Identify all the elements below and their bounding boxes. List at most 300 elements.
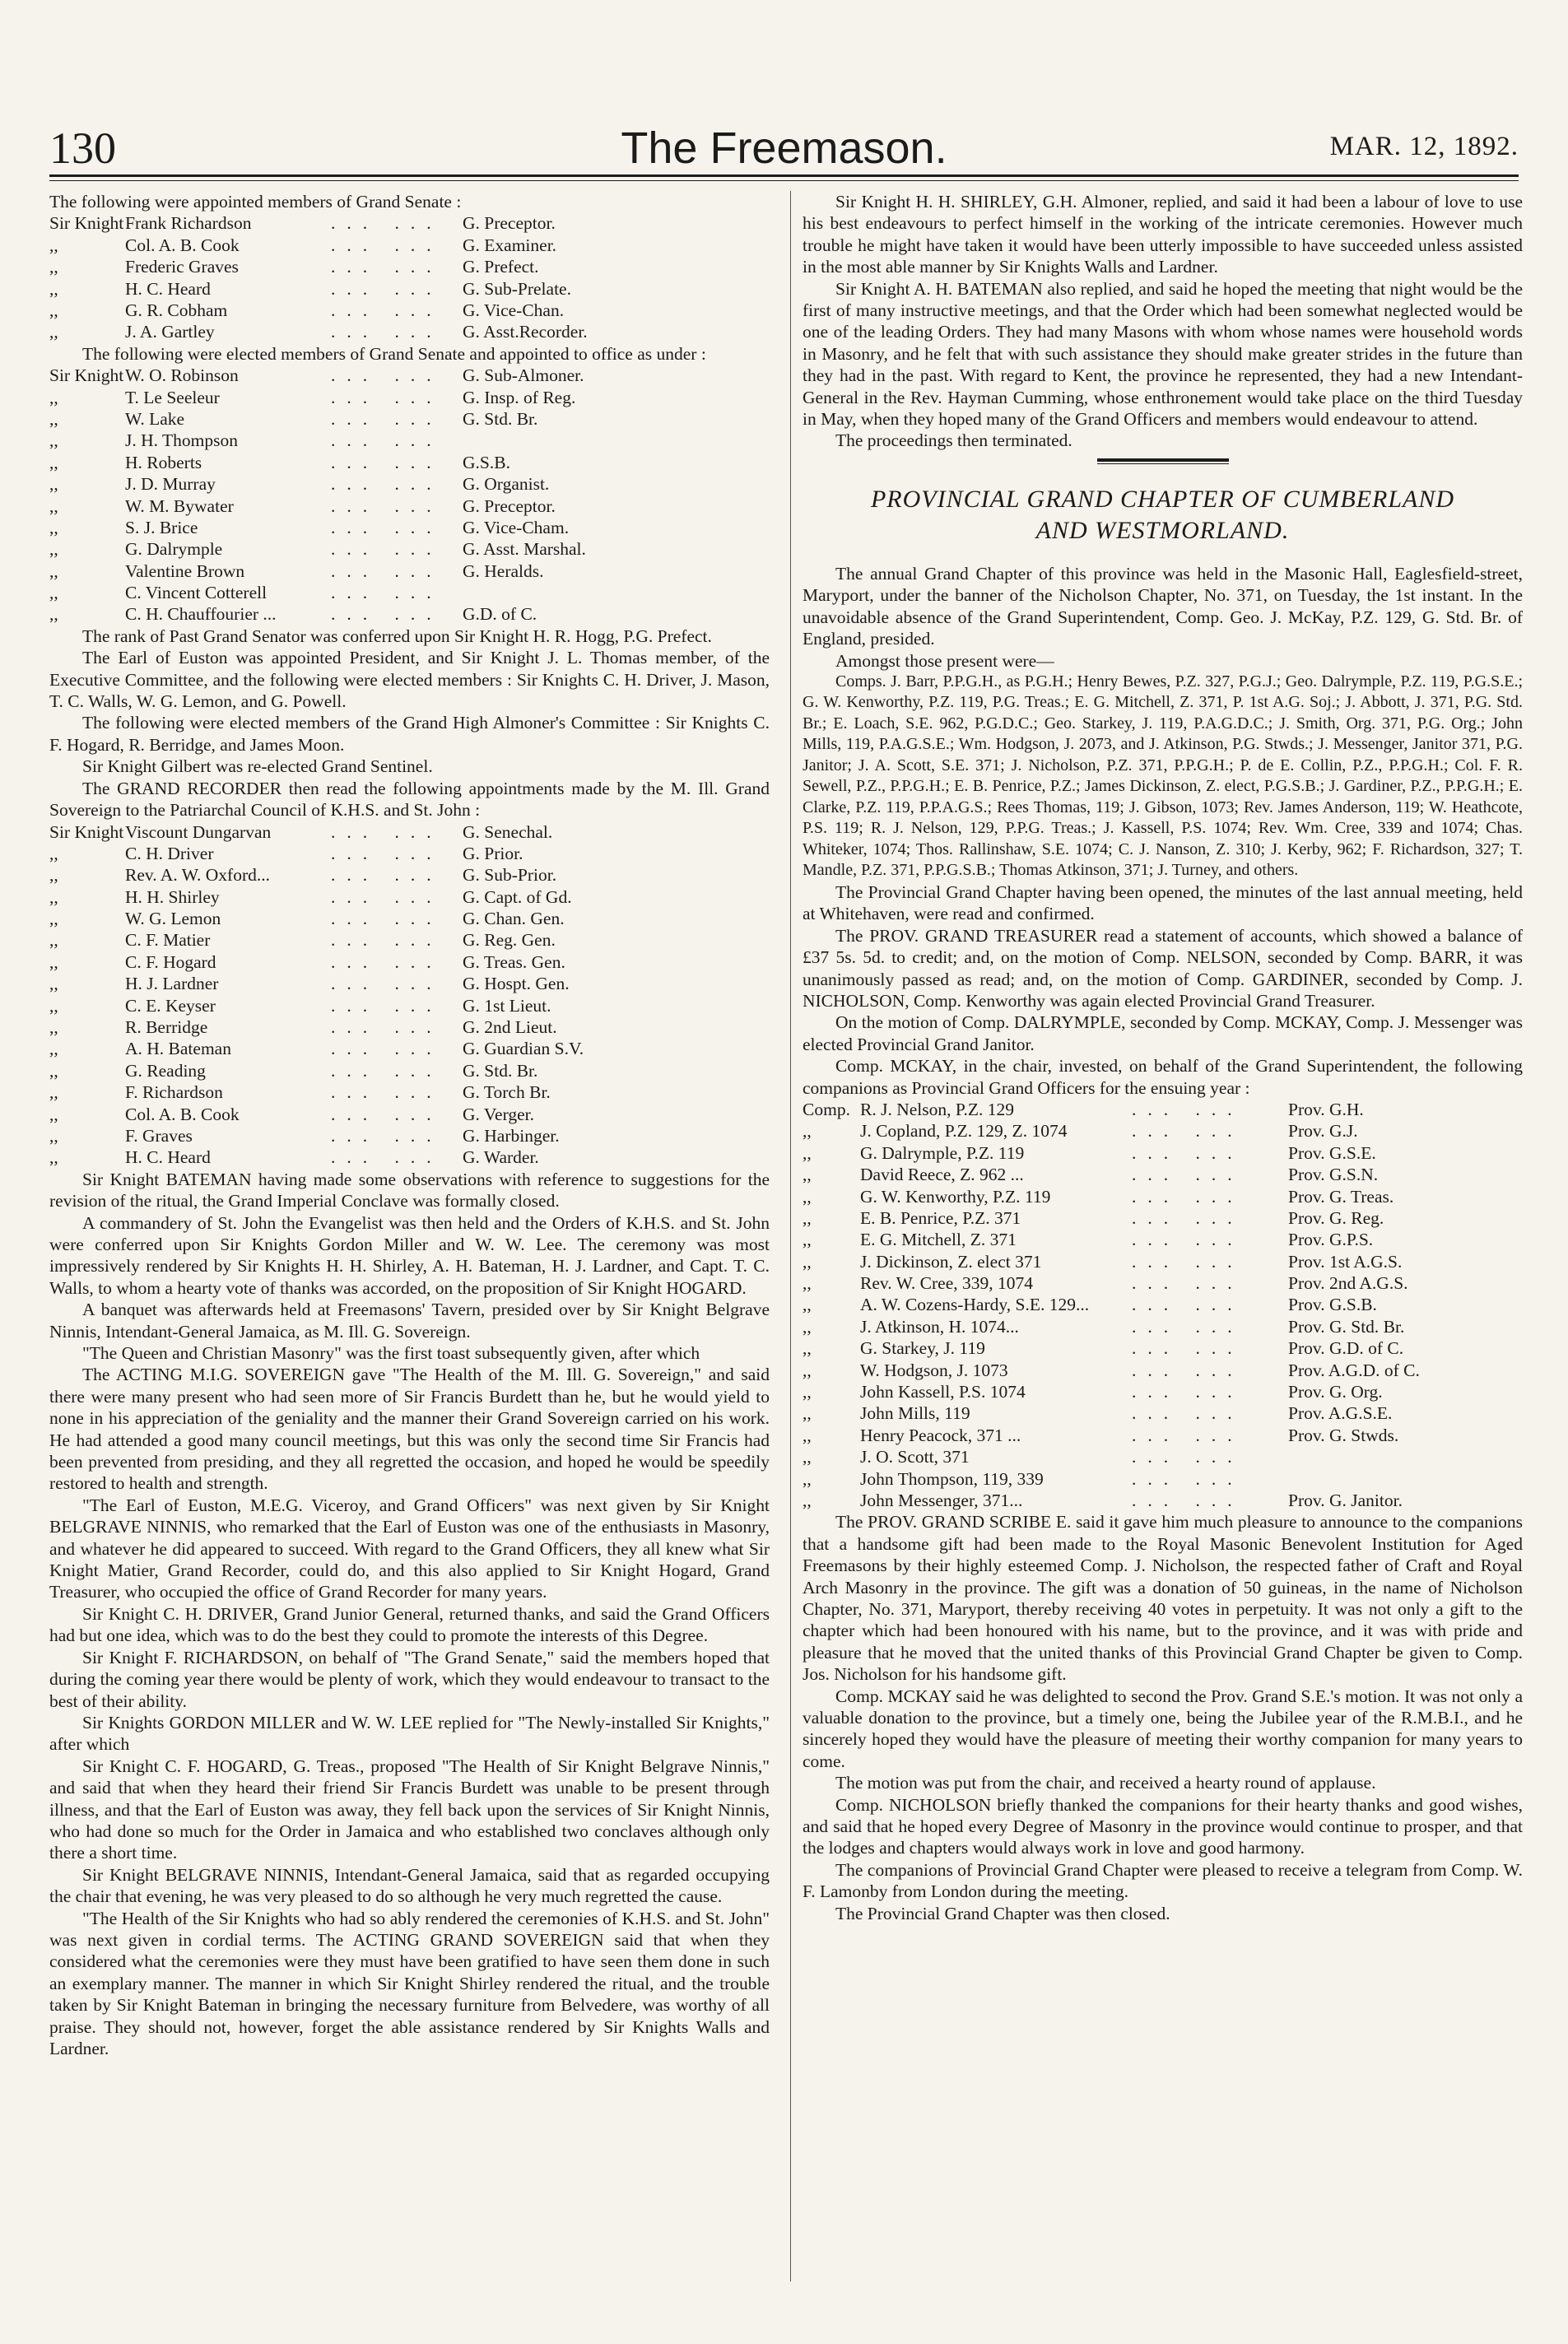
office-title: G. Harbinger. xyxy=(463,1125,560,1146)
leader-dots: ... ... xyxy=(1132,1425,1244,1445)
right-column xyxy=(803,191,1523,1924)
leader-dots: ... ... xyxy=(1132,1186,1244,1207)
member-name: G. R. Cobham xyxy=(125,300,228,320)
list-item xyxy=(803,1186,1523,1207)
paragraph: The motion was put from the chair, and received a hearty round of applause. xyxy=(835,1773,1376,1793)
list-item xyxy=(49,995,770,1016)
list-prefix: ,, xyxy=(803,1425,812,1445)
member-name: E. B. Penrice, P.Z. 371 xyxy=(860,1207,1021,1228)
member-name: J. Atkinson, H. 1074... xyxy=(860,1316,1019,1337)
office-title: G. Torch Br. xyxy=(463,1082,551,1103)
office-title: Prov. G.H. xyxy=(1288,1099,1364,1119)
list-prefix: ,, xyxy=(49,387,58,407)
office-title: G. Std. Br. xyxy=(463,408,538,429)
leader-dots: ... ... xyxy=(331,865,443,886)
paragraph: Sir Knight BATEMAN having made some observations with reference to suggestions for the revision of the ritual, the Grand Imperial Conclave was formally closed. xyxy=(49,1169,770,1212)
list-prefix: ,, xyxy=(803,1186,812,1207)
list-item xyxy=(803,1360,1523,1381)
list-item xyxy=(49,886,770,908)
paragraph: The annual Grand Chapter of this province was held in the Masonic Hall, Eaglesfield-street, Maryport, under the banner of the Nicholson Chapter, No. 371, on Tuesday, the 1st instant. In the unavoidable absence of the Grand Superintendent, Comp. Geo. J. McKay, P.Z. 129, G. Std. Br. of England, presided. xyxy=(803,563,1523,649)
list-item xyxy=(49,1081,770,1103)
office-title: Prov. 2nd A.G.S. xyxy=(1288,1273,1408,1294)
office-title: G. Chan. Gen. xyxy=(463,909,565,929)
attendance-list: Comps. J. Barr, P.P.G.H., as P.G.H.; Henry Bewes, P.Z. 327, P.G.J.; Geo. Dalrymple, P.Z. 119, P.G.S.E.; G. W. Kenworthy, P.Z. 119, P.G. Treas.; E. G. Mitchell, Z. 371, P. 1st A.G. Soj.; J. Abbott, J. 371, P.G. Std. Br.; E. Loach, S.E. 962, P.G.D.C.; Geo. Starkey, J. 119, P.A.G.D.C.; J. Smith, Org. 371, P.G. Org.; John Mills, 119, P.A.G.S.E.; Wm. Hodgson, J. 2073, and J. Atkinson, P.G. Stwds.; J. Messenger, Janitor 371, P.G. Janitor; J. A. Scott, S.E. 371; J. Nicholson, P.Z. 371, P.P.G.H.; P. de E. Collin, P.Z., P.P.G.H.; Col. F. R. Sewell, P.Z., P.P.G.H.; E. B. Penrice, P.Z.; James Dickinson, Z. elect, P.G.S.B.; J. Gardiner, P.Z., P.P.G.H.; E. Clarke, P.Z. 119, P.P.A.G.S.; Rees Thomas, 119; J. Gibson, 1073; Rev. James Anderson, 119; W. Heathcote, P.S. 119; R. J. Nelson, 129, P.P.G. Treas.; J. Kassell, P.S. 1074; Rev. Wm. Cree, 339 and 1074; Chas. Whiteker, 1074; Thos. Rallinshaw, S.E. 1074; C. J. Nanson, Z. 310; J. Kerby, 962; F. Richardson, 327; T. Mandle, P.Z. 371, P.P.G.S.B.; Thomas Atkinson, 371; J. Turney, and others. xyxy=(803,672,1523,880)
paragraph: Comp. MCKAY said he was delighted to second the Prov. Grand S.E.'s motion. It was not only a valuable donation to the province, but a timely one, being the Jubilee year of the R.M.B.I., and he sincerely hoped they would have the pleasure of meeting their worthy companion for many years to come. xyxy=(803,1686,1523,1771)
leader-dots: ... ... xyxy=(1132,1251,1244,1272)
elected-list xyxy=(49,365,770,626)
leader-dots: ... ... xyxy=(331,1082,443,1103)
office-title: G.D. of C. xyxy=(463,604,537,625)
list-item xyxy=(803,1142,1523,1164)
leader-dots: ... ... xyxy=(1132,1142,1244,1163)
paragraph: Sir Knight C. H. DRIVER, Grand Junior General, returned thanks, and said the Grand Officers had but one idea, which was to do the best they could to promote the interests of this Degree. xyxy=(49,1603,770,1646)
leader-dots: ... ... xyxy=(1132,1165,1244,1185)
office-title: G. Vice-Cham. xyxy=(463,517,570,537)
list-prefix: ,, xyxy=(49,278,58,299)
list-item xyxy=(49,387,770,408)
list-item xyxy=(49,452,770,473)
elected-intro: The following were elected members of Grand Senate and appointed to office as under : xyxy=(82,343,706,364)
page-number: 130 xyxy=(49,123,116,173)
list-item xyxy=(49,365,770,386)
member-name: G. W. Kenworthy, P.Z. 119 xyxy=(860,1186,1051,1207)
paragraph: The following were elected members of the Grand High Almoner's Committee : Sir Knights C. F. Hogard, R. Berridge, and James Moon. xyxy=(49,713,770,755)
member-name: John Mills, 119 xyxy=(860,1403,970,1424)
list-prefix: ,, xyxy=(49,257,58,277)
member-name: John Thompson, 119, 339 xyxy=(860,1468,1044,1489)
list-prefix: ,, xyxy=(803,1382,812,1402)
leader-dots: ... ... xyxy=(331,517,443,537)
list-prefix: ,, xyxy=(803,1338,812,1359)
list-item xyxy=(49,864,770,886)
member-name: Col. A. B. Cook xyxy=(125,1104,240,1124)
left-column xyxy=(49,191,770,2059)
office-title: Prov. G. Janitor. xyxy=(1288,1491,1403,1510)
list-prefix: Comp. xyxy=(803,1099,850,1119)
list-item xyxy=(49,603,770,625)
list-prefix: ,, xyxy=(49,235,58,255)
list-prefix: ,, xyxy=(803,1165,812,1185)
list-item xyxy=(49,1038,770,1059)
office-title xyxy=(463,430,770,451)
list-item xyxy=(803,1381,1523,1402)
list-prefix: ,, xyxy=(49,408,58,429)
list-prefix: Sir Knight xyxy=(49,365,124,386)
office-title: Prov. A.G.D. of C. xyxy=(1288,1360,1420,1380)
list-item xyxy=(803,1316,1523,1337)
leader-dots: ... ... xyxy=(331,886,443,907)
member-name: H. Roberts xyxy=(125,452,202,472)
leader-dots: ... ... xyxy=(1132,1273,1244,1294)
list-item xyxy=(49,929,770,951)
member-name: John Kassell, P.S. 1074 xyxy=(860,1382,1026,1402)
office-title: Prov. G.J. xyxy=(1288,1121,1358,1142)
member-name: W. G. Lemon xyxy=(125,909,221,929)
paragraph: Sir Knight C. F. HOGARD, G. Treas., proposed "The Health of Sir Knight Belgrave Ninnis," and said that when they heard their friend Sir Francis Burdett was unable to be present through illness, and that the Earl of Euston was away, they fell back upon the services of Sir Knight Ninnis, who had done so much for the Order in Jamaica and who established two conclaves although only there a short time. xyxy=(49,1756,770,1863)
member-name: G. Dalrymple xyxy=(125,539,223,560)
list-item xyxy=(49,1060,770,1081)
list-prefix: ,, xyxy=(49,865,58,886)
list-item xyxy=(49,408,770,430)
office-title: G. Guardian S.V. xyxy=(463,1039,584,1059)
list-prefix: ,, xyxy=(49,1039,58,1059)
member-name: C. H. Driver xyxy=(125,843,214,863)
office-title: G. Heralds. xyxy=(463,560,544,581)
list-item xyxy=(803,1251,1523,1272)
office-title: G. Senechal. xyxy=(463,821,553,842)
office-title: Prov. G.S.B. xyxy=(1288,1295,1377,1315)
paragraph: The proceedings then terminated. xyxy=(835,430,1072,451)
leader-dots: ... ... xyxy=(1132,1295,1244,1315)
office-title: G. Vice-Chan. xyxy=(463,300,565,320)
leader-dots: ... ... xyxy=(331,495,443,516)
masthead-rule-thin xyxy=(49,180,1519,181)
leader-dots: ... ... xyxy=(1132,1468,1244,1489)
office-title: G. 2nd Lieut. xyxy=(463,1017,557,1038)
leader-dots: ... ... xyxy=(331,322,443,342)
list-prefix: ,, xyxy=(803,1251,812,1272)
office-title: G. Capt. of Gd. xyxy=(463,886,572,907)
member-name: C. E. Keyser xyxy=(125,995,216,1016)
office-title: G. Sub-Almoner. xyxy=(463,365,584,386)
heading-line: AND WESTMORLAND. xyxy=(1035,516,1290,544)
list-item xyxy=(49,430,770,451)
list-prefix: ,, xyxy=(803,1121,812,1142)
leader-dots: ... ... xyxy=(331,560,443,581)
leader-dots: ... ... xyxy=(331,213,443,234)
member-name: Viscount Dungarvan xyxy=(125,821,272,842)
officers-list xyxy=(803,1099,1523,1511)
member-name: W. O. Robinson xyxy=(125,365,239,386)
list-item xyxy=(49,560,770,582)
masthead-rule xyxy=(49,174,1519,177)
office-title: G. Preceptor. xyxy=(463,495,556,516)
member-name: C. F. Hogard xyxy=(125,951,216,972)
list-prefix: ,, xyxy=(49,886,58,907)
paragraph: Amongst those present were— xyxy=(835,650,1054,671)
list-item xyxy=(49,1016,770,1038)
office-title: G. 1st Lieut. xyxy=(463,995,551,1016)
office-title: G. Organist. xyxy=(463,474,550,495)
leader-dots: ... ... xyxy=(1132,1207,1244,1228)
list-prefix: ,, xyxy=(49,930,58,951)
paragraph: Sir Knight H. H. SHIRLEY, G.H. Almoner, replied, and said it had been a labour of love to use his best endeavours to perfect himself in the working of the intricate ceremonies. However much trouble he might have taken it would have been utterly impossible to have succeeded unless assisted in the most able manner by Sir Knights Walls and Lardner. xyxy=(803,192,1523,277)
leader-dots: ... ... xyxy=(1132,1316,1244,1337)
section-rule xyxy=(1097,458,1229,462)
member-name: S. J. Brice xyxy=(125,517,198,537)
office-title: G. Prior. xyxy=(463,843,523,863)
paragraph: Comp. MCKAY, in the chair, invested, on behalf of the Grand Superintendent, the following companions as Provincial Grand Officers for the ensuing year : xyxy=(803,1056,1523,1098)
member-name: Valentine Brown xyxy=(125,560,245,581)
office-title: Prov. G. Reg. xyxy=(1288,1207,1384,1228)
leader-dots: ... ... xyxy=(331,1125,443,1146)
member-name: W. Hodgson, J. 1073 xyxy=(860,1360,1008,1380)
paragraph: Sir Knight F. RICHARDSON, on behalf of "The Grand Senate," said the members hoped that during the coming year there would be plenty of work, which they would endeavour to transact to the best of their ability. xyxy=(49,1647,770,1711)
paragraph: On the motion of Comp. DALRYMPLE, seconded by Comp. MCKAY, Comp. J. Messenger was elected Provincial Grand Janitor. xyxy=(803,1012,1523,1054)
list-prefix: ,, xyxy=(803,1447,812,1467)
list-item xyxy=(803,1468,1523,1490)
member-name: H. H. Shirley xyxy=(125,886,220,907)
list-prefix: ,, xyxy=(803,1360,812,1380)
heading-line: PROVINCIAL GRAND CHAPTER OF CUMBERLAND xyxy=(870,485,1455,513)
list-prefix: ,, xyxy=(803,1316,812,1337)
member-name: E. G. Mitchell, Z. 371 xyxy=(860,1230,1017,1250)
leader-dots: ... ... xyxy=(1132,1360,1244,1380)
list-item xyxy=(803,1294,1523,1315)
list-item xyxy=(803,1120,1523,1142)
leader-dots: ... ... xyxy=(331,452,443,472)
list-item xyxy=(49,235,770,256)
list-item xyxy=(803,1490,1523,1511)
member-name: F. Graves xyxy=(125,1125,193,1146)
office-title: Prov. G. Std. Br. xyxy=(1288,1316,1405,1337)
member-name: H. C. Heard xyxy=(125,278,211,299)
paragraph: The companions of Provincial Grand Chapter were pleased to receive a telegram from Comp. W. F. Lamonby from London during the meeting. xyxy=(803,1859,1523,1902)
member-name: Rev. A. W. Oxford... xyxy=(125,865,270,886)
list-prefix: ,, xyxy=(49,843,58,863)
list-prefix: ,, xyxy=(803,1142,812,1163)
leader-dots: ... ... xyxy=(331,539,443,560)
paragraph: Sir Knight BELGRAVE NINNIS, Intendant-General Jamaica, said that as regarded occupying the chair that evening, he was very pleased to do so although he very much regretted the cause. xyxy=(49,1864,770,1907)
article-heading xyxy=(803,484,1523,546)
list-item xyxy=(49,1104,770,1125)
list-item xyxy=(49,973,770,994)
member-name: Frederic Graves xyxy=(125,257,239,277)
member-name: C. Vincent Cotterell xyxy=(125,583,268,603)
office-title xyxy=(1288,1446,1523,1467)
leader-dots: ... ... xyxy=(331,474,443,495)
list-prefix: ,, xyxy=(803,1273,812,1294)
office-title: G. Asst. Marshal. xyxy=(463,539,586,560)
list-item xyxy=(803,1425,1523,1446)
leader-dots: ... ... xyxy=(331,995,443,1016)
office-title: G. Sub-Prelate. xyxy=(463,278,571,299)
list-item xyxy=(49,908,770,929)
member-name: T. Le Seeleur xyxy=(125,387,220,407)
member-name: David Reece, Z. 962 ... xyxy=(860,1165,1024,1185)
office-title: G. Reg. Gen. xyxy=(463,930,556,951)
office-title: G. Std. Br. xyxy=(463,1060,538,1081)
masthead xyxy=(49,123,1519,173)
leader-dots: ... ... xyxy=(331,1104,443,1124)
list-item xyxy=(49,495,770,517)
office-title: G. Insp. of Reg. xyxy=(463,387,576,407)
member-name: R. Berridge xyxy=(125,1017,208,1038)
member-name: R. J. Nelson, P.Z. 129 xyxy=(860,1099,1014,1119)
list-item xyxy=(49,300,770,321)
list-item xyxy=(49,517,770,538)
office-title: Prov. 1st A.G.S. xyxy=(1288,1251,1403,1272)
paragraph: "The Queen and Christian Masonry" was the first toast subsequently given, after which xyxy=(82,1343,700,1363)
leader-dots: ... ... xyxy=(331,278,443,299)
list-item xyxy=(49,582,770,603)
list-prefix: ,, xyxy=(49,951,58,972)
paragraph: The Earl of Euston was appointed President, and Sir Knight J. L. Thomas member, of the Executive Committee, and the following were elected members : Sir Knights C. H. Driver, J. Mason, T. C. Walls, W. G. Lemon, and G. Powell. xyxy=(49,648,770,712)
member-name: J. Dickinson, Z. elect 371 xyxy=(860,1251,1042,1272)
leader-dots: ... ... xyxy=(331,365,443,386)
leader-dots: ... ... xyxy=(331,387,443,407)
list-prefix: ,, xyxy=(49,1147,58,1168)
member-name: G. Reading xyxy=(125,1060,206,1081)
paragraph: The Provincial Grand Chapter was then closed. xyxy=(835,1903,1170,1923)
paragraph: The PROV. GRAND SCRIBE E. said it gave him much pleasure to announce to the companions that a handsome gift had been made to the Royal Masonic Benevolent Institution for Aged Freemasons by their highly esteemed Comp. J. Nicholson, the respected father of Craft and Royal Arch Masonry in the province. The gift was a donation of 50 guineas, in the name of Nicholson Chapter, No. 371, Maryport, thereby receiving 40 votes in perpetuity. It was not only a gift to the chapter which had been honoured with his name, but to the province, and it was with pride and pleasure that he moved that the united thanks of this Provincial Grand Chapter be given to Comp. Jos. Nicholson for his handsome gift. xyxy=(803,1512,1523,1685)
member-name: J. O. Scott, 371 xyxy=(860,1447,970,1467)
list-prefix: ,, xyxy=(803,1207,812,1228)
member-name: F. Richardson xyxy=(125,1082,223,1103)
list-item xyxy=(49,821,770,843)
list-item xyxy=(49,843,770,864)
list-prefix: ,, xyxy=(49,322,58,342)
member-name: H. J. Lardner xyxy=(125,974,219,994)
list-prefix: ,, xyxy=(49,539,58,560)
list-prefix: ,, xyxy=(49,517,58,537)
list-prefix: ,, xyxy=(49,1017,58,1038)
office-title: G. Warder. xyxy=(463,1147,539,1168)
office-title: Prov. A.G.S.E. xyxy=(1288,1403,1393,1424)
list-item xyxy=(49,321,770,342)
list-prefix: ,, xyxy=(803,1468,812,1489)
list-item xyxy=(803,1402,1523,1424)
leader-dots: ... ... xyxy=(1132,1338,1244,1359)
member-name: John Messenger, 371... xyxy=(860,1491,1023,1510)
office-title: G. Sub-Prior. xyxy=(463,865,557,886)
list-prefix: ,, xyxy=(803,1295,812,1315)
list-item xyxy=(49,1125,770,1146)
list-prefix: Sir Knight xyxy=(49,821,124,842)
member-name: Rev. W. Cree, 339, 1074 xyxy=(860,1273,1034,1294)
list-prefix: ,, xyxy=(803,1230,812,1250)
list-prefix: ,, xyxy=(49,1082,58,1103)
list-prefix: ,, xyxy=(49,560,58,581)
list-item xyxy=(803,1099,1523,1120)
list-item xyxy=(49,1146,770,1168)
leader-dots: ... ... xyxy=(1132,1447,1244,1467)
list-item xyxy=(803,1272,1523,1294)
paragraph: The PROV. GRAND TREASURER read a statement of accounts, which showed a balance of £37 5s. 5d. to credit; and, on the motion of Comp. NELSON, seconded by Comp. BARR, it was unanimously passed as read; and, on the motion of Comp. GARDINER, seconded by Comp. J. NICHOLSON, Comp. Kenworthy was again elected Provincial Grand Treasurer. xyxy=(803,925,1523,1011)
office-title: G. Preceptor. xyxy=(463,213,556,234)
office-title: G. Asst.Recorder. xyxy=(463,322,588,342)
leader-dots: ... ... xyxy=(1132,1099,1244,1119)
leader-dots: ... ... xyxy=(331,408,443,429)
paragraph: The GRAND RECORDER then read the following appointments made by the M. Ill. Grand Sovereign to the Patriarchal Council of K.H.S. and St. John : xyxy=(49,778,770,821)
member-name: W. M. Bywater xyxy=(125,495,234,516)
list-item xyxy=(803,1337,1523,1359)
paragraph: The rank of Past Grand Senator was conferred upon Sir Knight H. R. Hogg, P.G. Prefect. xyxy=(82,626,712,646)
list-prefix: ,, xyxy=(49,495,58,516)
senate-intro: The following were appointed members of Grand Senate : xyxy=(49,192,462,212)
leader-dots: ... ... xyxy=(331,1039,443,1059)
publication-title: The Freemason. xyxy=(621,123,947,173)
list-prefix: ,, xyxy=(49,474,58,495)
office-title: G.S.B. xyxy=(463,452,510,472)
paragraph: Comp. NICHOLSON briefly thanked the companions for their hearty thanks and good wishes, and said that he hoped every Degree of Masonry in the province would continue to prosper, and that the lodges and chapters would always work in love and good harmony. xyxy=(803,1794,1523,1858)
leader-dots: ... ... xyxy=(1132,1382,1244,1402)
office-title: Prov. G.S.E. xyxy=(1288,1142,1376,1163)
list-prefix: ,, xyxy=(49,909,58,929)
leader-dots: ... ... xyxy=(331,1060,443,1081)
office-title: Prov. G.P.S. xyxy=(1288,1230,1374,1250)
senate-list xyxy=(49,212,770,342)
list-prefix: ,, xyxy=(49,452,58,472)
member-name: Henry Peacock, 371 ... xyxy=(860,1425,1021,1445)
member-name: A. W. Cozens-Hardy, S.E. 129... xyxy=(860,1295,1090,1315)
list-prefix: ,, xyxy=(49,995,58,1016)
member-name: J. H. Thompson xyxy=(125,430,238,451)
leader-dots: ... ... xyxy=(331,909,443,929)
list-prefix: ,, xyxy=(49,1060,58,1081)
list-item xyxy=(803,1207,1523,1229)
office-title: G. Examiner. xyxy=(463,235,557,255)
list-prefix: ,, xyxy=(49,583,58,603)
list-item xyxy=(49,256,770,277)
list-item xyxy=(49,278,770,300)
leader-dots: ... ... xyxy=(331,843,443,863)
paragraph: The ACTING M.I.G. SOVEREIGN gave "The Health of the M. Ill. G. Sovereign," and said there were many present who had seen more of Sir Francis Burdett than he, but he would yield to none in his appreciation of the geniality and the manner their Grand Sovereign carried on his work. He had attended a good many council meetings, but this was only the second time Sir Francis had been prevented from presiding, and they all regretted the occasion, and hoped he would be speedily restored to health and strength. xyxy=(49,1365,770,1494)
office-title: G. Treas. Gen. xyxy=(463,951,565,972)
member-name: H. C. Heard xyxy=(125,1147,211,1168)
office-title: G. Hospt. Gen. xyxy=(463,974,570,994)
leader-dots: ... ... xyxy=(331,930,443,951)
paragraph: A banquet was afterwards held at Freemasons' Tavern, presided over by Sir Knight Belgrave Ninnis, Intendant-General Jamaica, as M. Ill. G. Sovereign. xyxy=(49,1300,770,1342)
paragraph: Sir Knight A. H. BATEMAN also replied, and said he hoped the meeting that night would be the first of many instructive meetings, and that the Order which had been somewhat neglected would be one of the leading Orders. They had many Masons with whom whose names were household words in Masonry, and he felt that with such assistance they should make greater strides in the future than they had in the past. With regard to Kent, the province he represented, they had a new Intendant-General in the Rev. Hayman Cumming, whose enthronement would take place on the third Tuesday in May, when they hoped many of the Grand Officers and members would endeavour to attend. xyxy=(803,278,1523,430)
council-list xyxy=(49,821,770,1169)
leader-dots: ... ... xyxy=(331,1017,443,1038)
leader-dots: ... ... xyxy=(331,583,443,603)
list-item xyxy=(49,951,770,973)
member-name: C. H. Chauffourier ... xyxy=(125,604,277,625)
paragraph: The Provincial Grand Chapter having been opened, the minutes of the last annual meeting, held at Whitehaven, were read and confirmed. xyxy=(803,881,1523,924)
list-item xyxy=(49,212,770,234)
column-divider xyxy=(790,191,791,2281)
list-prefix: ,, xyxy=(49,1104,58,1124)
section-rule-thin xyxy=(1097,463,1229,464)
list-item xyxy=(803,1229,1523,1250)
office-title: Prov. G.D. of C. xyxy=(1288,1338,1404,1359)
list-prefix: ,, xyxy=(49,1125,58,1146)
office-title: G. Prefect. xyxy=(463,257,539,277)
leader-dots: ... ... xyxy=(1132,1121,1244,1142)
paragraph: Sir Knight Gilbert was re-elected Grand Sentinel. xyxy=(82,756,433,777)
list-item xyxy=(803,1446,1523,1467)
paragraph: Sir Knights GORDON MILLER and W. W. LEE replied for "The Newly-installed Sir Knights," after which xyxy=(49,1712,770,1755)
issue-date: MAR. 12, 1892. xyxy=(1329,132,1519,161)
office-title xyxy=(463,582,770,603)
list-prefix: ,, xyxy=(803,1403,812,1424)
office-title: Prov. G.S.N. xyxy=(1288,1165,1379,1185)
member-name: G. Dalrymple, P.Z. 119 xyxy=(860,1142,1025,1163)
leader-dots: ... ... xyxy=(1132,1230,1244,1250)
paragraph: "The Health of the Sir Knights who had so ably rendered the ceremonies of K.H.S. and St. John" was next given in cordial terms. The ACTING GRAND SOVEREIGN said that when they considered what the ceremonies were they must have been gratified to have seen them done in such an exemplary manner. The manner in which Sir Knight Shirley rendered the ritual, and the trouble taken by Sir Knight Bateman in bringing the necessary furniture from Belvedere, was worthy of all praise. They should not, however, forget the able assistance rendered by Sir Knights Walls and Lardner. xyxy=(49,1908,770,2058)
leader-dots: ... ... xyxy=(331,257,443,277)
leader-dots: ... ... xyxy=(331,951,443,972)
paragraph: "The Earl of Euston, M.E.G. Viceroy, and Grand Officers" was next given by Sir Knight BELGRAVE NINNIS, who remarked that the Earl of Euston was one of the enthusiasts in Masonry, and whatever he did appeared to succeed. With regard to the Grand Officers, they all knew what Sir Knight Matier, Grand Recorder, could do, and this also applied to Sir Knight Hogard, Grand Treasurer, who occupied the office of Grand Recorder for many years. xyxy=(49,1495,770,1602)
list-item xyxy=(49,538,770,560)
leader-dots: ... ... xyxy=(331,974,443,994)
list-prefix: ,, xyxy=(49,300,58,320)
office-title: Prov. G. Treas. xyxy=(1288,1186,1394,1207)
leader-dots: ... ... xyxy=(331,235,443,255)
office-title: G. Verger. xyxy=(463,1104,534,1124)
paragraph: A commandery of St. John the Evangelist was then held and the Orders of K.H.S. and St. John were conferred upon Sir Knights Gordon Miller and W. W. Lee. The ceremony was most impressively rendered by Sir Knights H. H. Shirley, A. H. Bateman, H. J. Lardner, and Capt. T. C. Walls, to whom a hearty vote of thanks was accorded, on the proposition of Sir Knight HOGARD. xyxy=(49,1212,770,1298)
member-name: W. Lake xyxy=(125,408,185,429)
leader-dots: ... ... xyxy=(331,430,443,451)
office-title: Prov. G. Org. xyxy=(1288,1382,1383,1402)
leader-dots: ... ... xyxy=(331,300,443,320)
member-name: C. F. Matier xyxy=(125,930,211,951)
member-name: G. Starkey, J. 119 xyxy=(860,1338,985,1359)
office-title: Prov. G. Stwds. xyxy=(1288,1425,1399,1445)
member-name: A. H. Bateman xyxy=(125,1039,231,1059)
